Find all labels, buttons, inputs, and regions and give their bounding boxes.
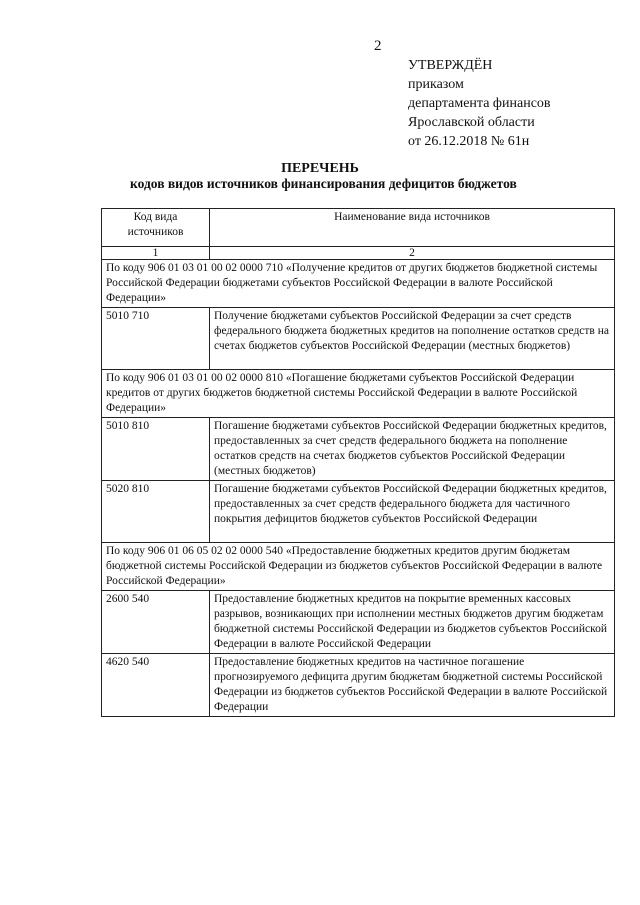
document-subtitle: кодов видов источников финансирования дефицитов бюджетов [130, 176, 517, 191]
item-name: Погашение бюджетами субъектов Российской Федерации бюджетных кредитов, предоставленных за счет средств федерального бюджета на пополнение остатков средств на счетах бюджетов субъектов Российской Федерации (местных бюджетов) [210, 418, 615, 481]
group-heading-row [102, 543, 615, 591]
approval-line: приказом [408, 77, 464, 92]
approval-line: департамента финансов [408, 96, 551, 111]
item-code: 5020 810 [102, 481, 210, 543]
group-heading: По коду 906 01 03 01 00 02 0000 810 «Погашение бюджетами субъектов Российской Федерации кредитов от других бюджетов бюджетной системы Российской Федерации в валюте Российской Федерации» [102, 370, 615, 418]
item-code: 2600 540 [102, 591, 210, 654]
group-heading-row [102, 260, 615, 308]
codes-table [101, 208, 615, 717]
group-heading: По коду 906 01 03 01 00 02 0000 710 «Получение кредитов от других бюджетов бюджетной системы Российской Федерации бюджетами субъектов Российской Федерации в валюте Российской Федерации» [102, 260, 615, 308]
item-name: Получение бюджетами субъектов Российской Федерации за счет средств федерального бюджета бюджетных кредитов на пополнение остатков средств на счетах бюджетов субъектов Российской Федерации (местных бюджетов) [210, 308, 615, 370]
table-row [102, 418, 615, 481]
group-heading: По коду 906 01 06 05 02 02 0000 540 «Предоставление бюджетных кредитов другим бюджетам бюджетной системы Российской Федерации из бюджетов субъектов Российской Федерации в валюте Российской Федерации» [102, 543, 615, 591]
item-name: Погашение бюджетами субъектов Российской Федерации бюджетных кредитов, предоставленных за счет средств федерального бюджета для частичного покрытия дефицитов бюджетов субъектов Российской Федерации [210, 481, 615, 543]
approval-line: УТВЕРЖДЁН [408, 58, 493, 73]
column-header-name: Наименование вида источников [210, 209, 615, 247]
table-header-row [102, 209, 615, 247]
group-heading-row [102, 370, 615, 418]
table-row [102, 308, 615, 370]
approval-block [408, 56, 551, 151]
column-number: 1 [102, 247, 210, 260]
table-row [102, 481, 615, 543]
item-code: 4620 540 [102, 654, 210, 717]
page-number: 2 [374, 38, 382, 54]
column-header-code: Код вида источников [102, 209, 210, 247]
approval-line: Ярославской области [408, 115, 535, 130]
table-row [102, 654, 615, 717]
item-code: 5010 810 [102, 418, 210, 481]
table-row [102, 591, 615, 654]
item-name: Предоставление бюджетных кредитов на частичное погашение прогнозируемого дефицита другим бюджетам бюджетной системы Российской Федерации из бюджетов субъектов Российской Федерации в валюте Российской Федерации [210, 654, 615, 717]
approval-line: от 26.12.2018 № 61н [408, 134, 530, 149]
item-code: 5010 710 [102, 308, 210, 370]
item-name: Предоставление бюджетных кредитов на покрытие временных кассовых разрывов, возникающих при исполнении местных бюджетов другим бюджетам бюджетной системы Российской Федерации из бюджетов субъектов Российской Федерации в валюте Российской Федерации [210, 591, 615, 654]
column-number: 2 [210, 247, 615, 260]
column-number-row [102, 247, 615, 260]
document-title: ПЕРЕЧЕНЬ [281, 161, 359, 176]
